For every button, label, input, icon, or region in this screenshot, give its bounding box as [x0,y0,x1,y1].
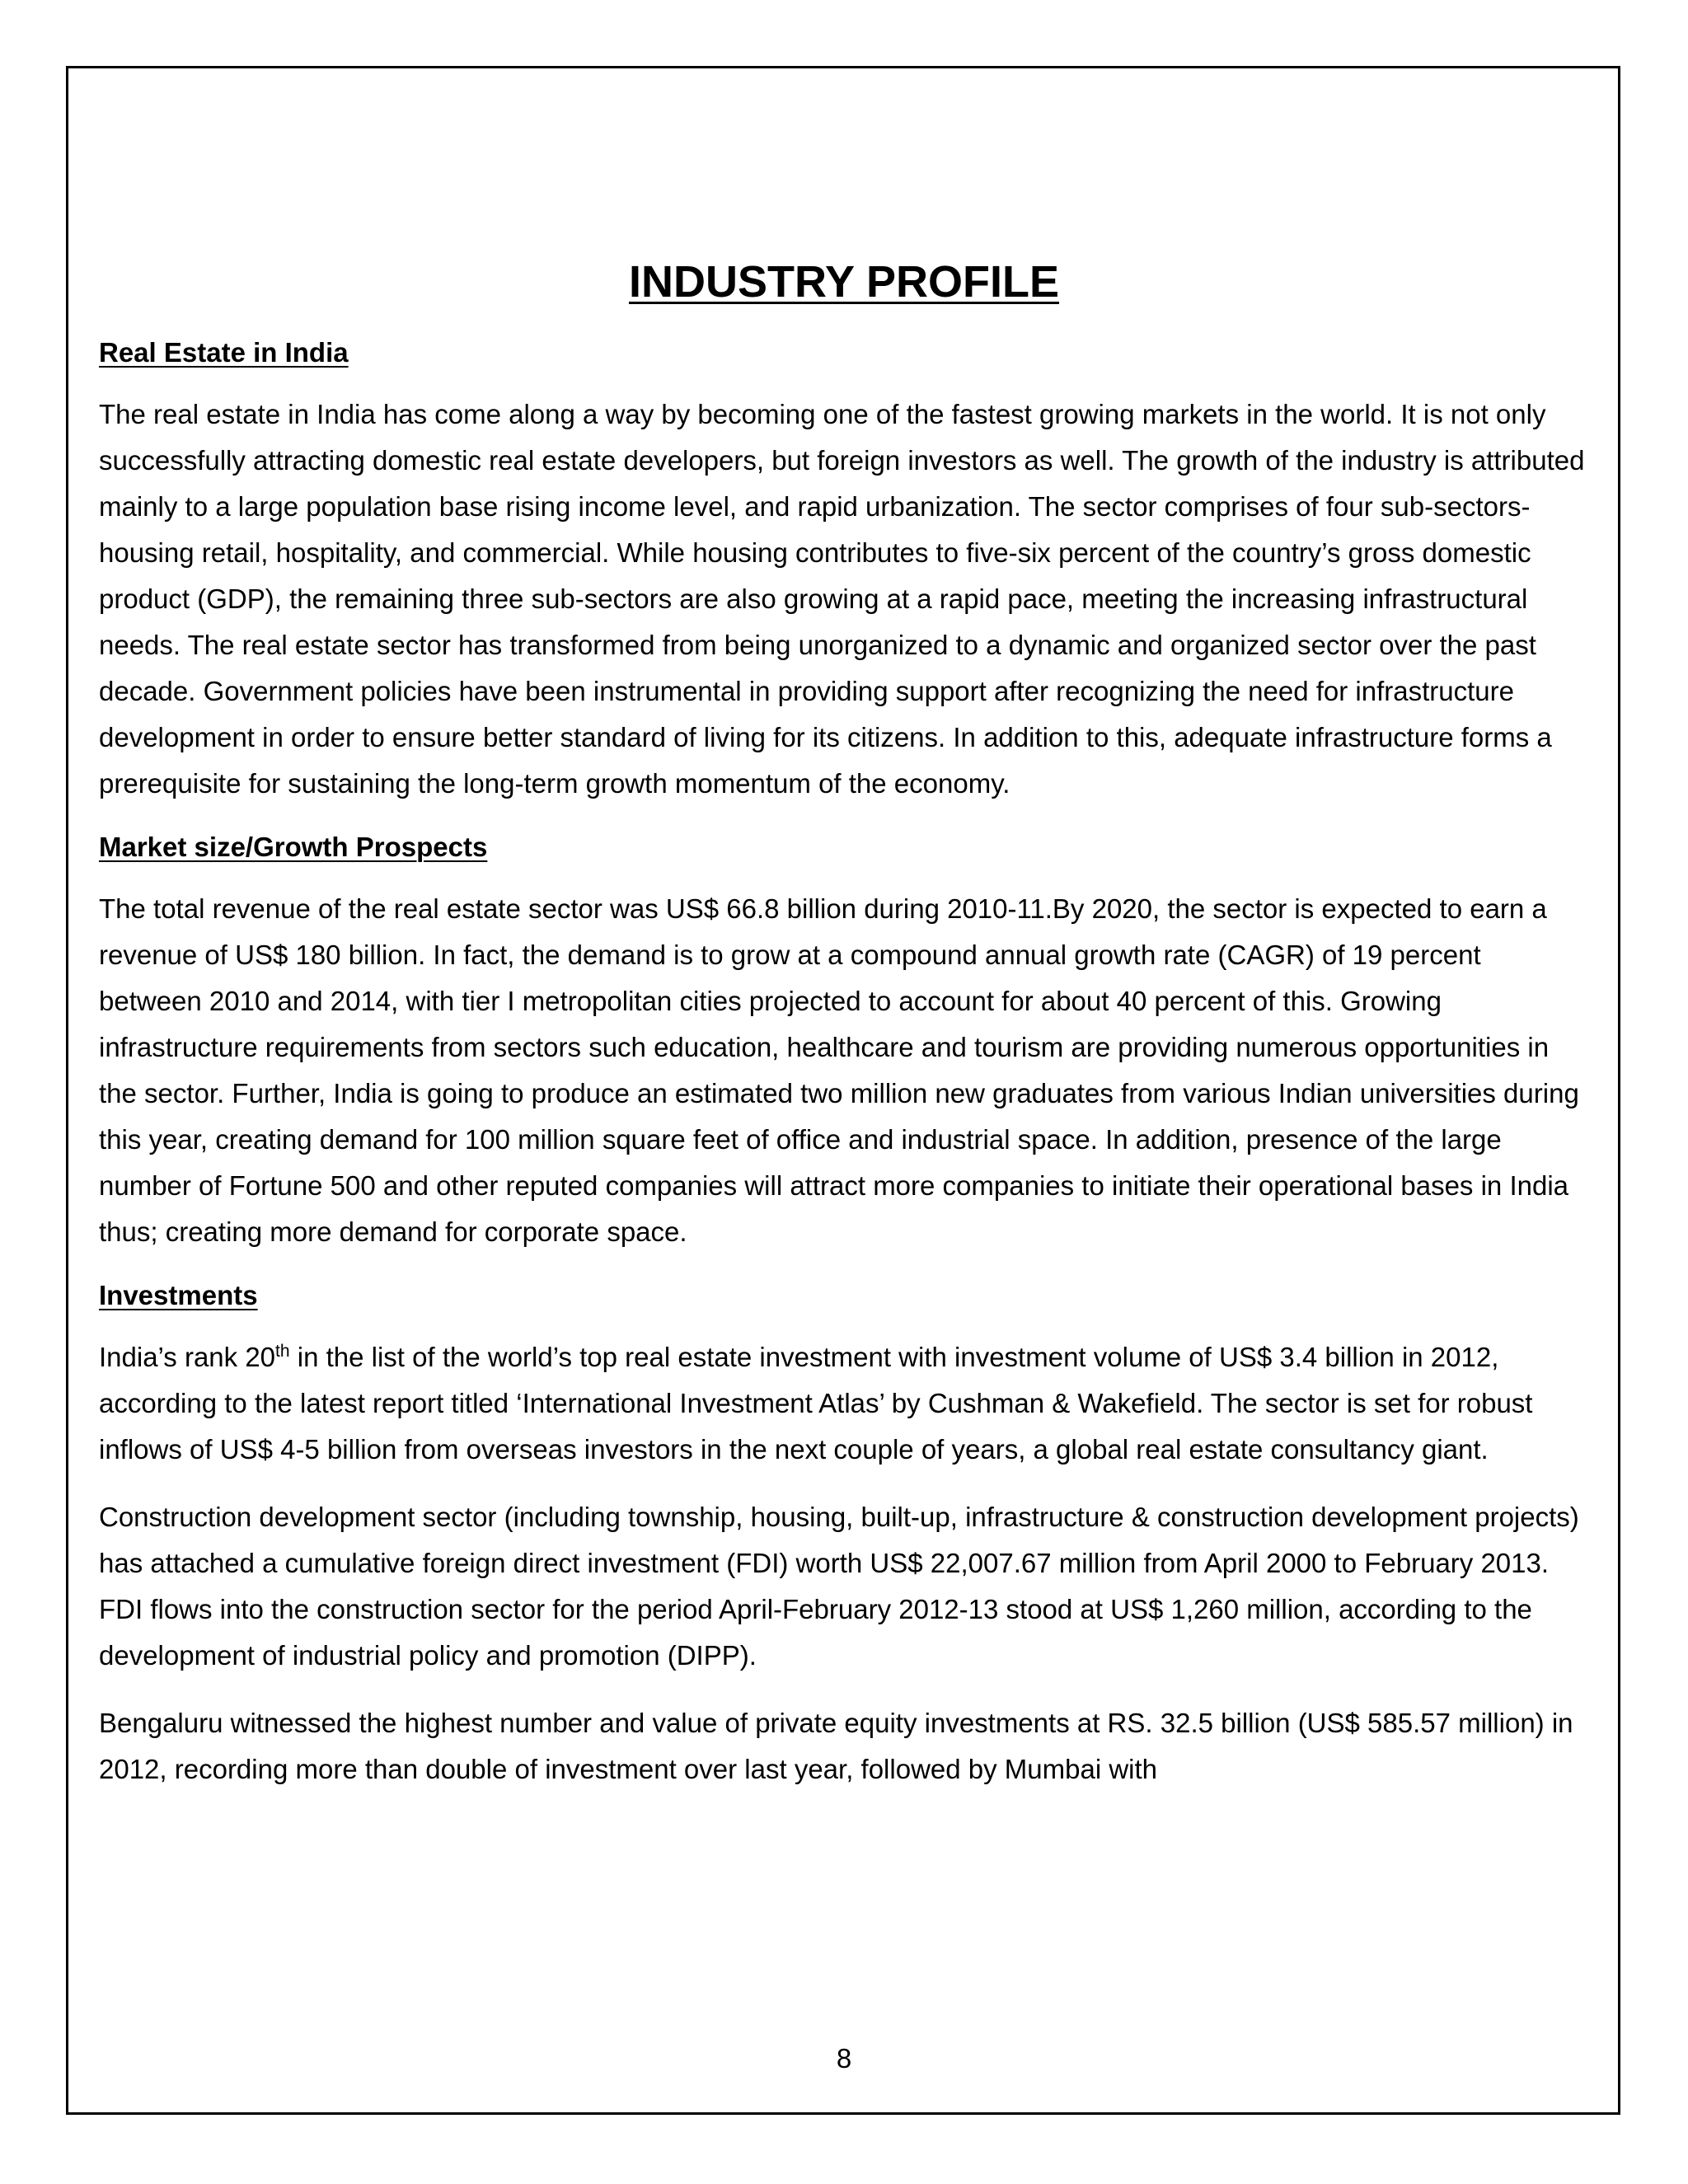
paragraph-investments-rank [99,1334,1589,1473]
rank-superscript: th [275,1342,290,1361]
rank-text-post: in the list of the world’s top real estate investment with investment volume of US$ 3.4 billion in 2012, according to the latest report titled ‘International Investment Atlas’ by Cushman & Wakefield. The sector is set for robust inflows of US$ 4-5 billion from overseas investors in the next couple of years, a global real estate consultancy giant. [99,1342,1533,1465]
paragraph-investments-bengaluru: Bengaluru witnessed the highest number and value of private equity investments at RS. 32.5 billion (US$ 585.57 million) in 2012, recording more than double of investment over last year, followed by Mumbai with [99,1708,1573,1785]
page-title: INDUSTRY PROFILE [628,257,1060,307]
paragraph-real-estate: The real estate in India has come along a way by becoming one of the fastest growing markets in the world. It is not only successfully attracting domestic real estate developers, but foreign investors as well. The growth of the industry is attributed mainly to a large population base rising income level, and rapid urbanization. The sector comprises of four sub-sectors-housing retail, hospitality, and commercial. While housing contributes to five-six percent of the country’s gross domestic product (GDP), the remaining three sub-sectors are also growing at a rapid pace, meeting the increasing infrastructural needs. The real estate sector has transformed from being unorganized to a dynamic and organized sector over the past decade. Government policies have been instrumental in providing support after recognizing the need for infrastructure development in order to ensure better standard of living for its citizens. In addition to this, adequate infrastructure forms a prerequisite for sustaining the long-term growth momentum of the economy. [99,398,1585,799]
section-heading-investments: Investments [99,1280,258,1311]
rank-text-pre: India’s rank 20 [99,1342,276,1373]
section-heading-market-size: Market size/Growth Prospects [99,831,488,862]
paragraph-investments-fdi: Construction development sector (including township, housing, built-up, infrastructure & construction development projects) has attached a cumulative foreign direct investment (FDI) worth US$ 22,007.67 million from April 2000 to February 2013. FDI flows into the construction sector for the period April-February 2012-13 stood at US$ 1,260 million, according to the development of industrial policy and promotion (DIPP). [99,1502,1579,1671]
page-content [99,255,1589,1814]
paragraph-market-size: The total revenue of the real estate sector was US$ 66.8 billion during 2010-11.By 2020, the sector is expected to earn a revenue of US$ 180 billion. In fact, the demand is to grow at a compound annual growth rate (CAGR) of 19 percent between 2010 and 2014, with tier I metropolitan cities projected to account for about 40 percent of this. Growing infrastructure requirements from sectors such education, healthcare and tourism are providing numerous opportunities in the sector. Further, India is going to produce an estimated two million new graduates from various Indian universities during this year, creating demand for 100 million square feet of office and industrial space. In addition, presence of the large number of Fortune 500 and other reputed companies will attract more companies to initiate their operational bases in India thus; creating more demand for corporate space. [99,893,1579,1248]
page-number: 8 [836,2043,852,2074]
section-heading-real-estate: Real Estate in India [99,336,349,368]
